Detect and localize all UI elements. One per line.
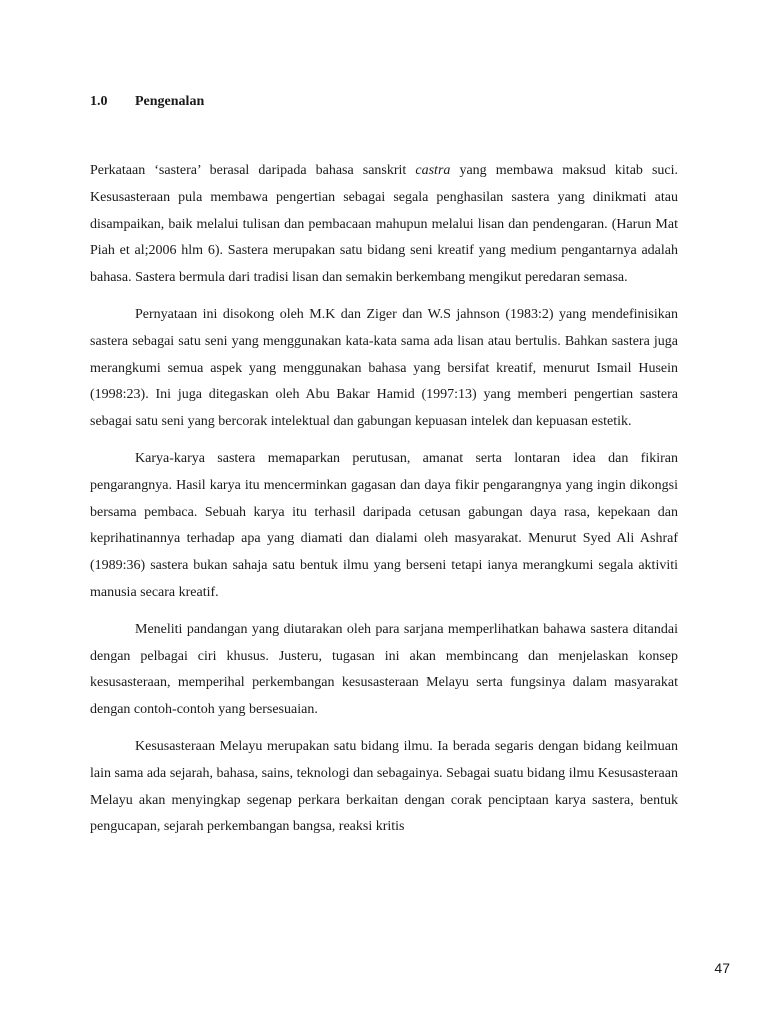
paragraph-4: Meneliti pandangan yang diutarakan oleh para sarjana memperlihatkan bahawa sastera ditandai dengan pelbagai ciri khusus. Justeru, tugasan ini akan membincang dan menjelaskan konsep kesusasteraan, memperihal perkembangan kesusasteraan Melayu serta fungsinya dalam masyarakat dengan contoh-contoh yang bersesuaian.	[90, 621, 678, 718]
section-title: Pengenalan	[135, 94, 205, 109]
paragraph-1	[90, 158, 678, 292]
page-number: 47	[714, 960, 730, 976]
paragraph-3: Karya-karya sastera memaparkan perutusan, amanat serta lontaran idea dan fikiran pengarangnya. Hasil karya itu mencerminkan gagasan dan daya fikir pengarangnya yang ingin dikongsi bersama pembaca. Sebuah karya itu terhasil daripada cetusan gabungan daya rasa, kepekaan dan keprihatinannya terhadap apa yang diamati dan dialami oleh masyarakat. Menurut Syed Ali Ashraf (1989:36) sastera bukan sahaja satu bentuk ilmu yang berseni tetapi ianya merangkumi segala aktiviti manusia secara kreatif.	[90, 450, 678, 600]
paragraph-2: Pernyataan ini disokong oleh M.K dan Ziger dan W.S jahnson (1983:2) yang mendefinisikan sastera sebagai satu seni yang menggunakan kata-kata sama ada lisan atau bertulis. Bahkan sastera juga merangkumi semua aspek yang menggunakan bahasa yang bersifat kreatif, menurut Ismail Husein (1998:23). Ini juga ditegaskan oleh Abu Bakar Hamid (1997:13) yang memberi pengertian sastera sebagai satu seni yang bercorak intelektual dan gabungan kepuasan intelek dan kepuasan estetik.	[90, 306, 678, 430]
paragraph-1-before: Perkataan ‘sastera’ berasal daripada bahasa sanskrit	[90, 163, 416, 178]
paragraph-1-italic-term: castra	[415, 163, 451, 178]
section-number: 1.0	[90, 94, 108, 109]
document-body	[90, 158, 678, 851]
paragraph-5: Kesusasteraan Melayu merupakan satu bidang ilmu. Ia berada segaris dengan bidang keilmuan lain sama ada sejarah, bahasa, sains, teknologi dan sebagainya. Sebagai suatu bidang ilmu Kesusasteraan Melayu akan menyingkap segenap perkara berkaitan dengan corak penciptaan karya sastera, bentuk pengucapan, sejarah perkembangan bangsa, reaksi kritis	[90, 738, 678, 835]
paragraph-1-after: yang membawa maksud kitab suci. Kesusasteraan pula membawa pengertian sebagai segala penghasilan sastera yang dinikmati atau disampaikan, baik melalui tulisan dan pembacaan mahupun melalui lisan dan pendengaran. (Harun Mat Piah et al;2006 hlm 6). Sastera merupakan satu bidang seni kreatif yang medium pengantarnya adalah bahasa. Sastera bermula dari tradisi lisan dan semakin berkembang mengikut peredaran semasa.	[90, 163, 679, 286]
section-heading	[90, 92, 204, 112]
